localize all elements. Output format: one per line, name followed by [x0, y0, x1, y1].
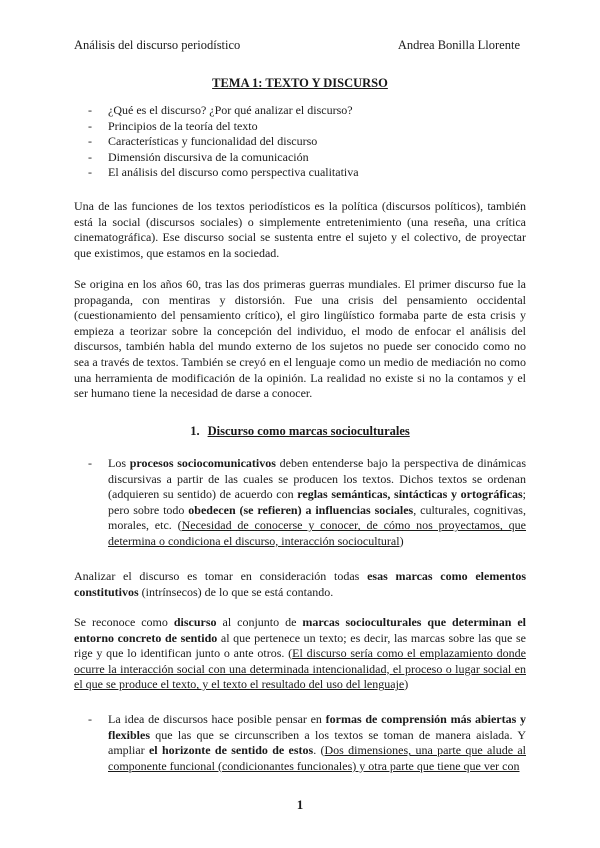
list-item: - El análisis del discurso como perspectiva cualitativa [88, 165, 359, 180]
bullet-marker: - [88, 456, 92, 470]
section-number: 1. [190, 424, 200, 438]
list-item: - ¿Qué es el discurso? ¿Por qué analizar el discurso? [88, 103, 353, 117]
header-left: Análisis del discurso periodístico [74, 38, 241, 52]
recognize-paragraph: Se reconoce como discurso al conjunto de marcas socioculturales que determinan el entorno concreto de sentido al que pertenece un texto; es decir, las marcas sobre las que se rige y que lo identifican junto o ante otros. (El discurso sería como el emplazamiento donde ocurre la interacción social con una determinada intencionalidad, el proceso o lugar social en el que se produce el texto, y el texto el resultado del uso del lenguaje) [74, 615, 526, 692]
topic-list [88, 103, 359, 181]
intro-paragraph: Una de las funciones de los textos periodísticos es la política (discursos políticos), también está la social (discursos sociales) o simplemente entretenimiento (una reseña, una crítica cinematográfica). Ese discurso social se sustenta entre el sujeto y el colectivo, de proyectar que existimos, que estamos en la sociedad. [74, 199, 526, 260]
list-item: - Características y funcionalidad del discurso [88, 134, 318, 149]
list-item: - Principios de la teoría del texto [88, 118, 258, 133]
analyze-paragraph: Analizar el discurso es tomar en consideración todas esas marcas como elementos constitutivos (intrínsecos) de lo que se está contando. [74, 569, 526, 599]
header-right: Andrea Bonilla Llorente [397, 38, 520, 52]
page-title: TEMA 1: TEXTO Y DISCURSO [212, 76, 388, 90]
origin-paragraph: Se origina en los años 60, tras las dos primeras guerras mundiales. El primer discurso fue la propaganda, con mentiras y distorsión. Fue una crisis del pensamiento occidental (cuestionamiento del pensamiento crítico), el giro lingüístico formaba parte de esta crisis y empieza a teorizar sobre la concepción del individuo, el modo de enfocar el análisis del discursos, también habla del mundo externo de los sujetos no puede ser conocido como no sea a través de textos. También se creyó en el lenguaje como un medio de mediación no como una herramienta de modificación de la opinión. La realidad no existe si no la contamos y el ser humano tiene la necesidad de darse a conocer. [74, 277, 526, 401]
section-heading [0, 424, 600, 440]
section-title: Discurso como marcas socioculturales [207, 424, 410, 438]
page-number: 1 [296, 797, 304, 812]
bullet-processes: - Los procesos sociocomunicativos deben entenderse bajo la perspectiva de dinámicas discursivas a partir de las cuales se producen los textos. Dichos textos se ordenan (adquieren su sentido) de acuerdo con reglas semánticas, sintácticas y ortográficas; pero sobre todo obedecen (se refieren) a influencias sociales, culturales, cognitivas, morales, etc. (Necesidad de conocerse y conocer, de cómo nos proyectamos, que determina o condiciona el discurso, interacción sociocultural) [88, 456, 527, 548]
bullet-marker: - [88, 712, 92, 726]
list-item: - Dimensión discursiva de la comunicación [88, 149, 309, 164]
bullet-discourse-idea: - La idea de discursos hace posible pensar en formas de comprensión más abiertas y flexibles que las que se circunscriben a los textos se toman de manera aislada. Y ampliar el horizonte de sentido de estos. (Dos dimensiones, una parte que alude al componente funcional (condicionantes funcionales) y otra parte que tiene que ver con [88, 712, 527, 773]
